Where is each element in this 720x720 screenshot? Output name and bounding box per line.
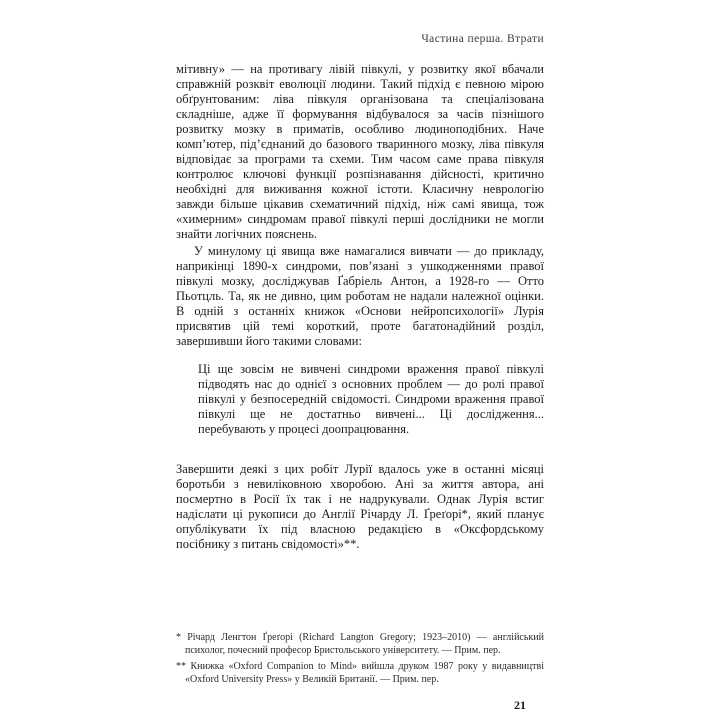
running-head: Частина перша. Втрати [421, 33, 544, 45]
footnote: ** Книжка «Oxford Companion to Mind» вийшла друком 1987 року у видавництві «Oxford University Press» у Великій Британії. — Прим. пер. [176, 661, 544, 685]
block-quote: Ці ще зовсім не вивчені синдроми враження правої півкулі підводять нас до однієї з основних проблем — до ролі правої півкулі у безпосередній свідомості. Синдроми враження правої півкулі ще не достатньо вивчені... Ці дослідження... перебувають у процесі доопрацювання. [198, 362, 544, 436]
paragraph: Завершити деякі з цих робіт Лурії вдалось уже в останні місяці боротьби з невиліковною хворобою. Ані за життя автора, ані посмертно в Росії їх так і не надрукували. Однак Лурія встиг надіслати ці рукописи до Англії Річарду Л. Ґреґорі*, який планує опублікувати їх під власною редакцією в «Оксфордському посібнику з питань свідомості»**. [176, 462, 544, 551]
footnotes [176, 631, 544, 689]
body-text [176, 62, 544, 552]
page-number: 21 [514, 698, 526, 712]
footnote: * Річард Ленгтон Ґреґорі (Richard Langton Gregory; 1923–2010) — англійський психолог, почесний професор Бристольського університету. — Прим. пер. [176, 632, 544, 656]
paragraph: мітивну» — на противагу лівій півкулі, у розвитку якої вбачали справжній розквіт еволюції людини. Такий підхід є певною мірою обґрунтованим: ліва півкуля організована та спеціалізована складніше, адже її формування відбувалося за часів пізнішого розвитку мозку в приматів, особливо людиноподібних. Наче комп’ютер, під’єднаний до базового тваринного мозку, ліва півкуля відповідає за програми та схеми. Тим часом саме права півкуля контролює ключові функції розпізнавання дійсності, критично необхідні для виживання кожної істоти. Класичну неврологію завжди більше цікавив схематичний підхід, ніж самі явища, тож «химерним» синдромам правої півкулі перші дослідники не могли знайти логічних пояснень. [176, 62, 544, 241]
paragraph: У минулому ці явища вже намагалися вивчати — до прикладу, наприкінці 1890-х синдроми, пов’язані з ушкодженнями правої півкулі мозку, досліджував Ґабріель Антон, а 1928-го — Отто Пьотцль. Та, як не дивно, цим роботам не надали належної оцінки. В одній з останніх книжок «Основи нейропсихології» Лурія присвятив цій темі короткий, проте багатонадійний розділ, завершивши його такими словами: [176, 244, 544, 348]
